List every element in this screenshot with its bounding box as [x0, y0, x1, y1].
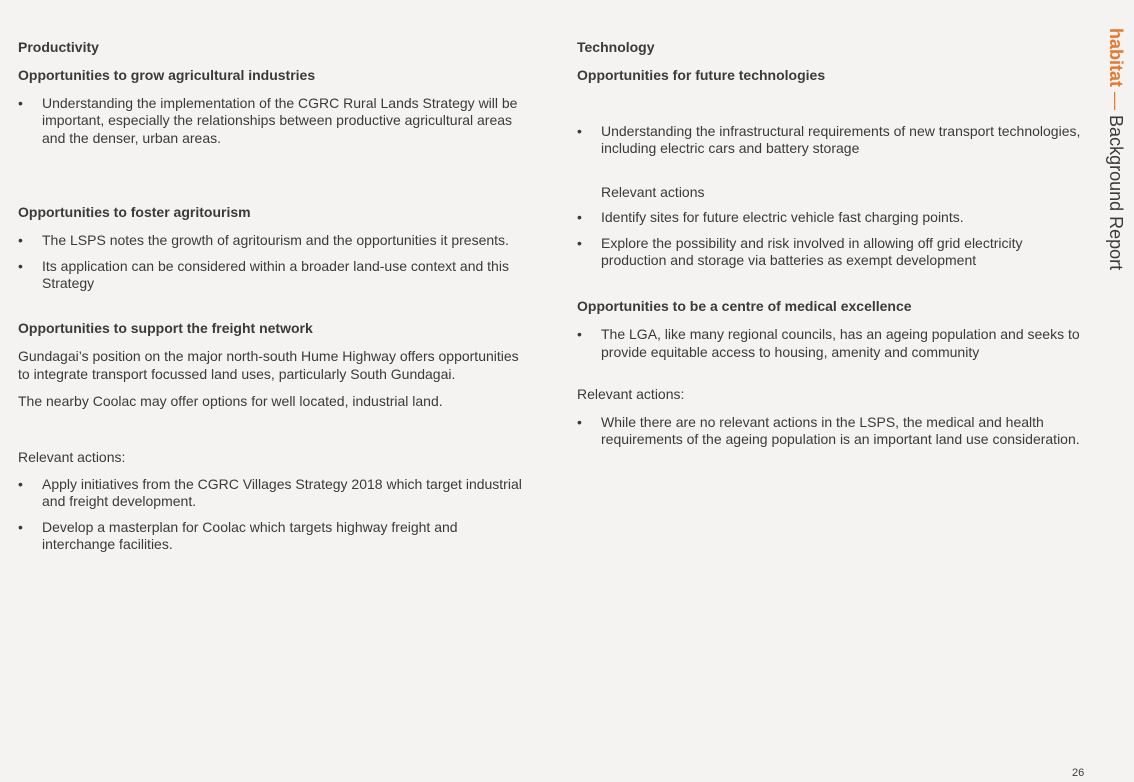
heading-agritourism: Opportunities to foster agritourism — [18, 204, 251, 221]
medical-actions-list — [577, 414, 1082, 449]
freight-actions-label: Relevant actions: — [18, 448, 126, 465]
section-title-productivity: Productivity — [18, 39, 99, 55]
freight-paragraph-1: Gundagai’s position on the major north-south Hume Highway offers opportunities to integrate transport focussed land uses, particularly South Gundagai. — [18, 348, 519, 382]
list-item: • Its application can be considered within a broader land-use context and this Strategy — [18, 258, 530, 293]
list-item: • Explore the possibility and risk involved in allowing off grid electricity production and storage via batteries as exempt development — [577, 235, 1082, 270]
agri-bullet-list — [18, 95, 530, 147]
heading-medical-excellence: Opportunities to be a centre of medical excellence — [577, 298, 912, 315]
agritourism-bullet-list — [18, 232, 530, 292]
heading-future-technologies: Opportunities for future technologies — [577, 67, 826, 83]
list-item: • The LGA, like many regional councils, has an ageing population and seeks to provide equitable access to housing, amenity and community — [577, 326, 1082, 361]
title-separator: — — [1106, 92, 1126, 111]
list-item: • Apply initiatives from the CGRC Villages Strategy 2018 which target industrial and freight development. — [18, 476, 530, 511]
left-column — [18, 39, 530, 554]
medical-actions-label: Relevant actions: — [577, 386, 685, 403]
list-item: • The LSPS notes the growth of agritourism and the opportunities it presents. — [18, 232, 530, 249]
list-item: • While there are no relevant actions in the LSPS, the medical and health requirements of the ageing population is an important land use consideration. — [577, 414, 1082, 449]
freight-paragraph-2: The nearby Coolac may offer options for well located, industrial land. — [18, 393, 443, 410]
page-number: 26 — [1072, 767, 1085, 779]
heading-agricultural-industries: Opportunities to grow agricultural industries — [18, 67, 316, 83]
section-title-technology: Technology — [577, 39, 655, 55]
side-report-title — [1106, 28, 1126, 270]
list-item: • Understanding the infrastructural requirements of new transport technologies, including electric cars and battery storage — [577, 123, 1082, 158]
tech-bullet-list — [577, 123, 1082, 158]
freight-actions-list — [18, 476, 530, 554]
list-item: • Understanding the implementation of the CGRC Rural Lands Strategy will be important, especially the relationships between productive agricultural areas and the denser, urban areas. — [18, 95, 530, 147]
medical-bullet-list — [577, 326, 1082, 361]
tech-actions-label: Relevant actions — [601, 183, 705, 200]
right-column — [577, 39, 1082, 448]
list-item: • Develop a masterplan for Coolac which targets highway freight and interchange facilities. — [18, 519, 530, 554]
heading-freight-network: Opportunities to support the freight network — [18, 320, 313, 337]
list-item: • Identify sites for future electric vehicle fast charging points. — [577, 209, 1082, 226]
report-subtitle: Background Report — [1106, 115, 1126, 271]
tech-actions-list — [577, 209, 1082, 269]
brand-logo-text: habitat — [1106, 28, 1126, 88]
